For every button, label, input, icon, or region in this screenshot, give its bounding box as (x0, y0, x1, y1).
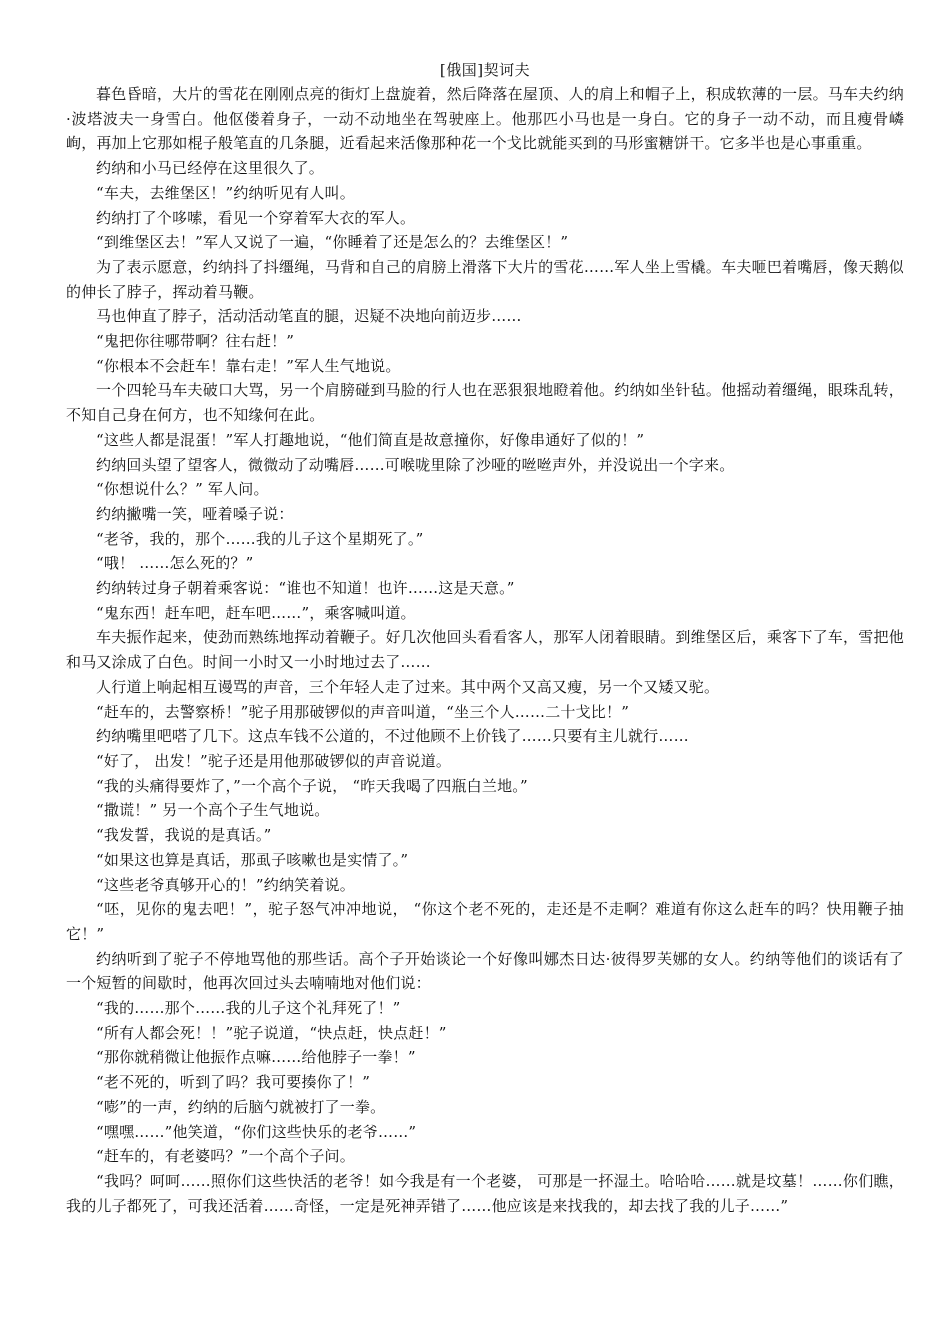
paragraph: “赶车的，去警察桥！”驼子用那破锣似的声音叫道，“坐三个人……二十戈比！” (96, 702, 630, 721)
paragraph: 约纳转过身子朝着乘客说：“谁也不知道！也许……这是天意。” (96, 579, 515, 598)
paragraph: “所有人都会死！！”驼子说道，“快点赶，快点赶！” (96, 1023, 447, 1042)
paragraph: “到维堡区去！”军人又说了一遍，“你睡着了还是怎么的？去维堡区！” (96, 233, 569, 252)
paragraph: “我的……那个……我的儿子这个礼拜死了！” (96, 999, 401, 1018)
paragraph: “我发誓，我说的是真话。” (96, 826, 272, 845)
paragraph: 约纳打了个哆嗦，看见一个穿着军大衣的军人。 (96, 208, 416, 227)
paragraph: 一个四轮马车夫破口大骂，另一个肩膀碰到马脸的行人也在恶狠狠地瞪着他。约纳如坐针毡。他摇动着缰绳，眼珠乱转，不知自己身在何方，也不知缘何在此。 (66, 381, 904, 425)
paragraph: 马也伸直了脖子，活动活动笔直的腿，迟疑不决地向前迈步…… (96, 307, 522, 326)
author-line: [俄国]契诃夫 (439, 61, 531, 79)
paragraph: “如果这也算是真话，那虱子咳嗽也是实情了。” (96, 850, 409, 869)
paragraph: 为了表示愿意，约纳抖了抖缰绳，马背和自己的肩膀上滑落下大片的雪花……军人坐上雪橇。车夫咂巴着嘴唇，像天鹅似的伸长了脖子，挥动着马鞭。 (66, 257, 904, 301)
paragraph: 约纳和小马已经停在这里很久了。 (96, 159, 325, 178)
paragraph: “好了， 出发！”驼子还是用他那破锣似的声音说道。 (96, 751, 452, 770)
story-body (66, 82, 904, 1218)
paragraph: 约纳撇嘴一笑，哑着嗓子说： (96, 504, 294, 523)
paragraph: 暮色昏暗，大片的雪花在刚刚点亮的街灯上盘旋着，然后降落在屋顶、人的肩上和帽子上，积成软薄的一层。马车夫约纳·波塔波夫一身雪白。他伛偻着身子，一动不动地坐在驾驶座上。他那匹小马也是一身白。它的身子一动不动，而且瘦骨嶙峋，再加上它那如棍子般笔直的几条腿，近看起来活像那种花一个戈比就能买到的马形蜜糖饼干。它多半也是心事重重。 (66, 85, 904, 153)
paragraph: “呸，见你的鬼去吧！”，驼子怒气冲冲地说， “你这个老不死的，走还是不走啊？难道有你这么赶车的吗？快用鞭子抽它！” (66, 900, 904, 943)
paragraph: “老不死的，听到了吗？我可要揍你了！” (96, 1073, 371, 1092)
paragraph: “车夫，去维堡区！”约纳听见有人叫。 (96, 183, 355, 202)
paragraph: “我吗？呵呵……照你们这些快活的老爷！如今我是有一个老婆， 可那是一抔湿土。哈哈哈……就是坟墓！……你们瞧，我的儿子都死了，可我还活着……奇怪，一定是死神弄错了……他应该是来找我的，却去找了我的儿子……” (66, 1171, 904, 1215)
paragraph: 约纳听到了驼子不停地骂他的那些话。高个子开始谈论一个好像叫娜杰日达·彼得罗芙娜的女人。约纳等他们的谈话有了一个短暂的间歇时，他再次回过头去喃喃地对他们说： (66, 949, 904, 993)
paragraph: “那你就稍微让他振作点嘛……给他脖子一拳！” (96, 1048, 416, 1067)
paragraph: “我的头痛得要炸了，”一个高个子说， “昨天我喝了四瓶白兰地。” (96, 776, 528, 795)
paragraph: “鬼东西！赶车吧，赶车吧……”，乘客喊叫道。 (96, 603, 416, 622)
paragraph: 约纳嘴里吧嗒了几下。这点车钱不公道的，不过他顾不上价钱了……只要有主儿就行…… (96, 727, 689, 746)
paragraph: “哦！ ……怎么死的？” (96, 554, 254, 573)
paragraph: “你想说什么？” 军人问。 (96, 480, 269, 499)
paragraph: “赶车的，有老婆吗？”一个高个子问。 (96, 1147, 355, 1166)
paragraph: “鬼把你往哪带啊？往右赶！” (96, 332, 295, 351)
paragraph: “你根本不会赶车！靠右走！”军人生气地说。 (96, 356, 401, 375)
paragraph: 约纳回头望了望客人，微微动了动嘴唇……可喉咙里除了沙哑的咝咝声外，并没说出一个字来。 (96, 455, 735, 474)
paragraph: 车夫振作起来，使劲而熟练地挥动着鞭子。好几次他回头看看客人，那军人闭着眼睛。到维堡区后，乘客下了车，雪把他和马又涂成了白色。时间一小时又一小时地过去了…… (66, 628, 904, 672)
paragraph: “这些人都是混蛋！”军人打趣地说，“他们简直是故意撞你，好像串通好了似的！” (96, 430, 645, 449)
paragraph: “这些老爷真够开心的！”约纳笑着说。 (96, 875, 355, 894)
paragraph: “嘭”的一声，约纳的后脑勺就被打了一拳。 (96, 1097, 386, 1116)
paragraph: “嘿嘿……”他笑道，“你们这些快乐的老爷……” (96, 1122, 417, 1141)
paragraph: 人行道上响起相互谩骂的声音，三个年轻人走了过来。其中两个又高又瘦，另一个又矮又驼。 (96, 677, 720, 696)
paragraph: “撒谎！” 另一个高个子生气地说。 (96, 801, 330, 820)
paragraph: “老爷，我的，那个……我的儿子这个星期死了。” (96, 529, 424, 548)
